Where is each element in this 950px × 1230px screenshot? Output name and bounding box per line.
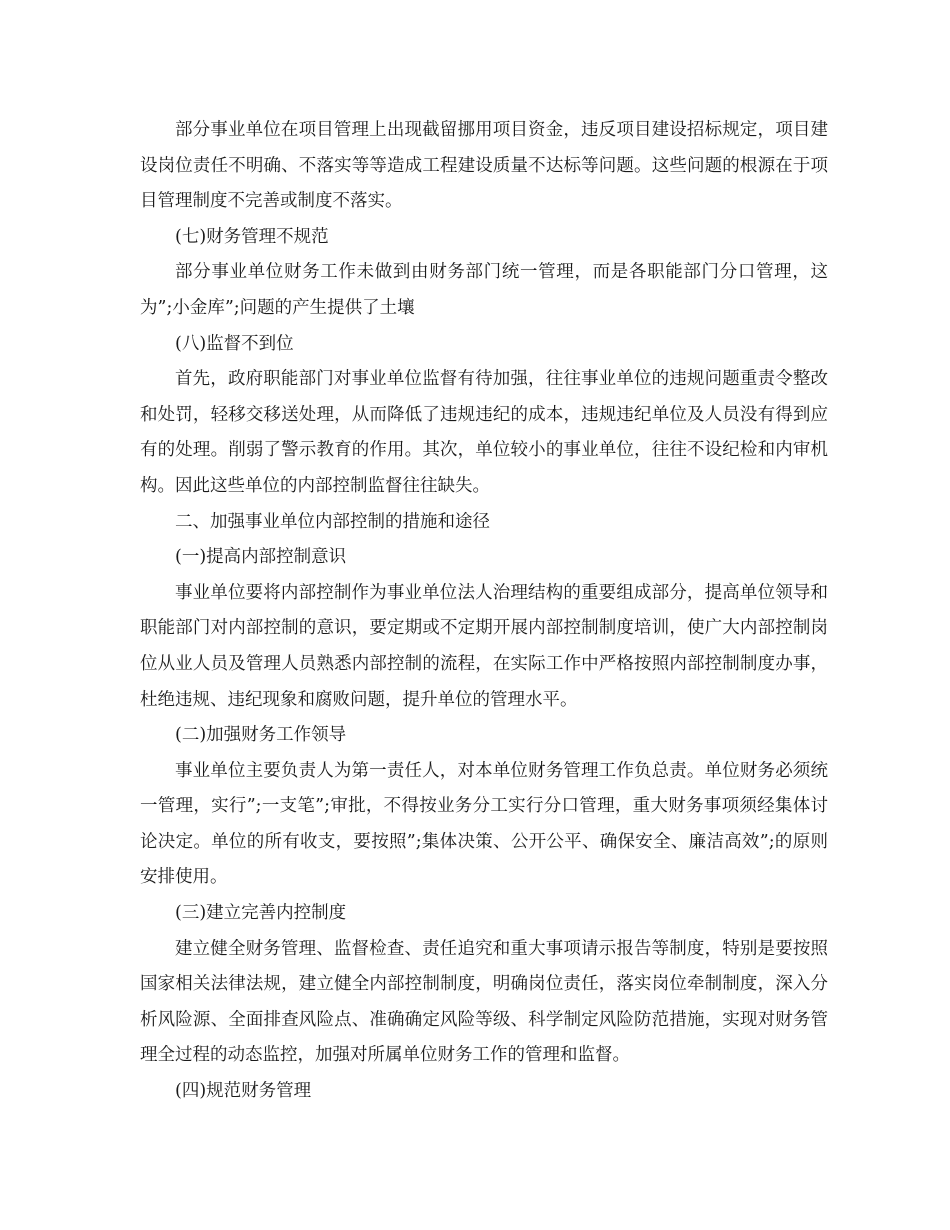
paragraph-finance-management: 部分事业单位财务工作未做到由财务部门统一管理，而是各职能部门分口管理，这为”;小金库”;问题的产生提供了土壤 xyxy=(140,262,828,318)
paragraph-internal-control-awareness: 事业单位要将内部控制作为事业单位法人治理结构的重要组成部分，提高单位领导和职能部门对内部控制的意识，要定期或不定期开展内部控制制度培训，使广大内部控制岗位从业人员及管理人员熟悉内部控制的流程，在实际工作中严格按照内部控制制度办事，杜绝违规、违纪现象和腐败问题，提升单位的管理水平。 xyxy=(140,582,828,710)
heading-section-7: (七)财务管理不规范 xyxy=(175,226,329,247)
heading-subsection-3: (三)建立完善内控制度 xyxy=(175,903,347,924)
heading-part-2: 二、加强事业单位内部控制的措施和途径 xyxy=(175,511,490,532)
document-body xyxy=(140,113,828,1110)
paragraph-control-system: 建立健全财务管理、监督检查、责任追究和重大事项请示报告等制度，特别是要按照国家相关法律法规，建立健全内部控制制度，明确岗位责任，落实岗位牵制制度，深入分析风险源、全面排查风险点、准确确定风险等级、科学制定风险防范措施，实现对财务管理全过程的动态监控，加强对所属单位财务工作的管理和监督。 xyxy=(140,938,828,1066)
heading-section-8: (八)监督不到位 xyxy=(175,333,294,354)
paragraph-project-management: 部分事业单位在项目管理上出现截留挪用项目资金，违反项目建设招标规定，项目建设岗位责任不明确、不落实等等造成工程建设质量不达标等问题。这些问题的根源在于项目管理制度不完善或制度不落实。 xyxy=(140,120,828,212)
paragraph-supervision: 首先，政府职能部门对事业单位监督有待加强，往往事业单位的违规问题重责令整改和处罚，轻移交移送处理，从而降低了违规违纪的成本，违规违纪单位及人员没有得到应有的处理。削弱了警示教育的作用。其次，单位较小的事业单位，往往不设纪检和内审机构。因此这些单位的内部控制监督往往缺失。 xyxy=(140,369,828,496)
paragraph-finance-leadership: 事业单位主要负责人为第一责任人，对本单位财务管理工作负总责。单位财务必须统一管理，实行”;一支笔”;审批，不得按业务分工实行分口管理，重大财务事项须经集体讨论决定。单位的所有收支，要按照”;集体决策、公开公平、确保安全、廉洁高效”;的原则安排使用。 xyxy=(140,760,828,888)
heading-subsection-2: (二)加强财务工作领导 xyxy=(175,725,347,746)
heading-subsection-4: (四)规范财务管理 xyxy=(175,1081,312,1102)
heading-subsection-1: (一)提高内部控制意识 xyxy=(175,547,347,568)
